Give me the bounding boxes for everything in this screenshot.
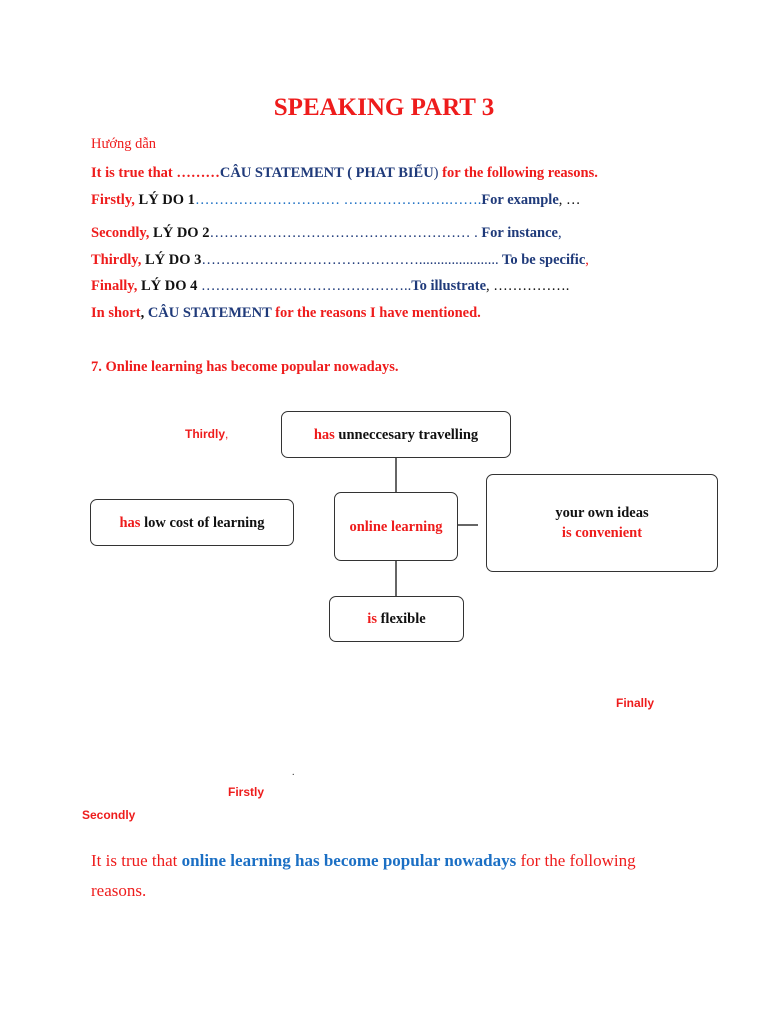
guide-line-2-reason: LÝ DO 1 [138,192,195,208]
node-top-text: unneccesary travelling [334,426,479,443]
label-firstly: Firstly [228,785,265,799]
answer-paragraph [91,846,691,906]
node-right-line2: is convenient [561,525,643,541]
guide-line-6-comma: , [140,305,148,321]
guide-line-5-reason: LÝ DO 4 [140,278,198,294]
answer-intro: It is true that [91,851,182,870]
node-top-verb: has [313,426,335,443]
guide-line-4-reason: LÝ DO 3 [145,252,202,268]
guide-line-2-lead: Firstly, [91,192,139,208]
mindmap-node-bottom [329,596,464,642]
guide-line-3-phrase: For instance [481,225,558,241]
label-finally: Finally [616,696,655,710]
guide-line-2-phrase: For example [481,192,559,208]
guide-heading: Hướng dẫn [91,136,157,152]
page-title: SPEAKING PART 3 [273,94,495,121]
guide-line-4-dots: ………………………………………...................... [201,252,499,268]
stray-dot: . [292,767,295,778]
guide-line-4-tail: , [585,252,589,268]
node-right-line1: your own ideas [555,505,649,521]
label-thirdly: Thirdly, [185,427,229,441]
label-secondly: Secondly [82,808,136,822]
guide-line-5-dots: …………………………………….. [197,278,412,294]
node-bottom-verb: is [367,611,377,627]
guide-line-6-lead: In short [91,305,141,321]
guide-line-1-paren: ) [433,165,439,181]
guide-line-3-tail: , [557,225,562,241]
guide-line-1-statement: CÂU STATEMENT ( PHAT BIỂU [219,165,434,181]
answer-statement: online learning has become popular nowadays [181,851,517,870]
guide-line-5-tail: , ……………. [486,278,570,294]
mindmap-node-left [90,499,294,546]
question: 7. Online learning has become popular nowadays. [91,359,399,375]
guide-line-3-lead: Secondly, [91,225,154,241]
mindmap-node-right [486,474,718,572]
answer-end: for the following reasons. [91,851,636,900]
guide-line-5-lead: Finally, [91,278,141,294]
guide-line-4-lead: Thirdly, [91,252,145,268]
guide-line-1-end: for the following reasons. [438,165,598,181]
guide-line-2-tail: , … [558,192,581,208]
mindmap-center: online learning [334,492,458,561]
guide-line-3-reason: LÝ DO 2 [153,225,210,241]
guide-line-6-statement: CÂU STATEMENT [147,305,272,321]
guide-line-1-intro: It is true that ……… [91,165,220,181]
guide-line-2-dots: ………………………… ………………….……. [194,192,482,208]
guide-line-5-phrase: To illustrate [411,278,487,294]
guide-line-3-dots: ……………………………………………… . [209,225,482,241]
node-left-text: low cost of learning [140,514,265,531]
node-bottom-text: flexible [376,611,426,627]
mindmap-node-top [281,411,511,458]
guide-line-4-phrase: To be specific [498,252,586,268]
node-left-verb: has [119,514,141,531]
guide-line-6-end: for the reasons I have mentioned. [271,305,481,321]
